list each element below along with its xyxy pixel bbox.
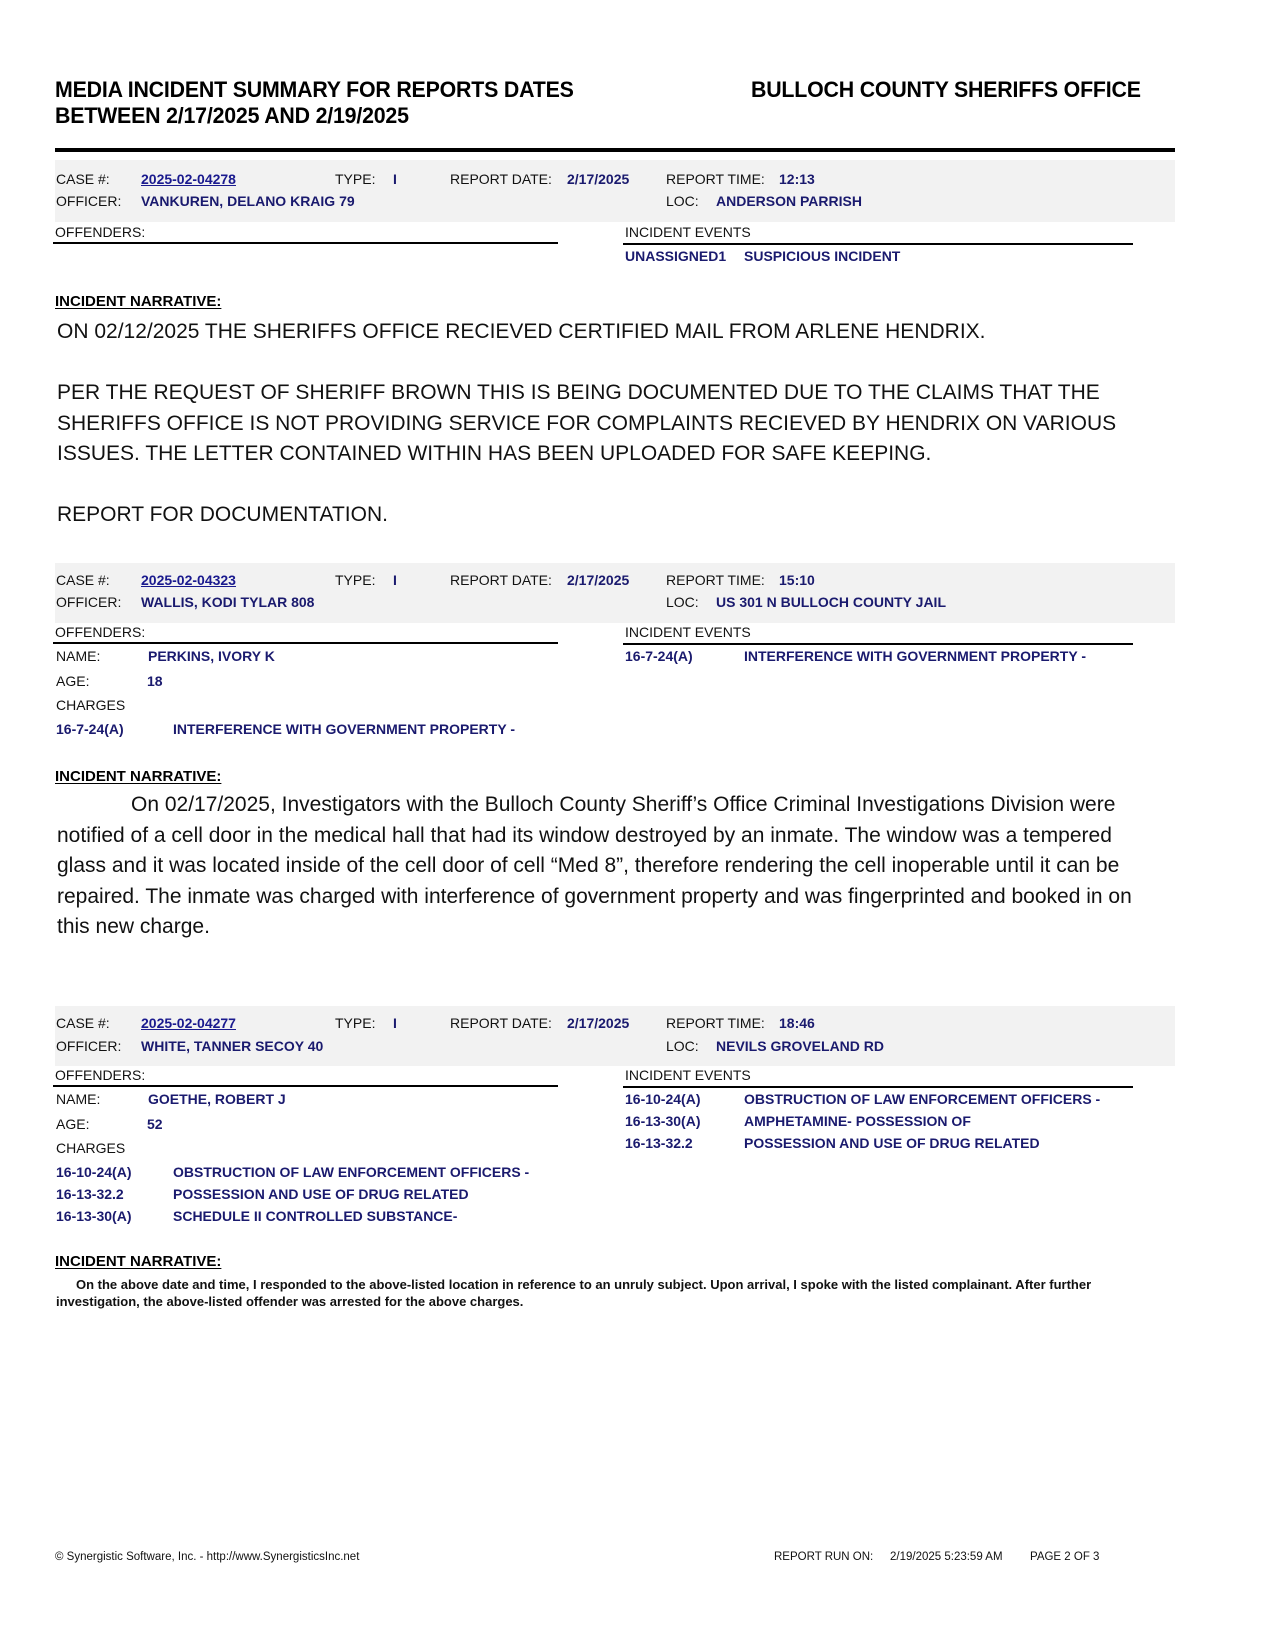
- charge-desc: SCHEDULE II CONTROLLED SUBSTANCE-: [173, 1208, 458, 1224]
- report-time-label: REPORT TIME:: [666, 171, 765, 187]
- offender-name: PERKINS, IVORY K: [148, 648, 275, 664]
- event-desc: INTERFERENCE WITH GOVERNMENT PROPERTY -: [744, 648, 1086, 664]
- report-time-value: 15:10: [779, 572, 815, 588]
- narrative-heading: INCIDENT NARRATIVE:: [55, 1253, 222, 1270]
- report-date-label: REPORT DATE:: [450, 1015, 552, 1031]
- narrative-text: [56, 1276, 1176, 1310]
- charge-code: 16-10-24(A): [56, 1164, 132, 1180]
- narrative-paragraph: PER THE REQUEST OF SHERIFF BROWN THIS IS BEING DOCUMENTED DUE TO THE CLAIMS THAT THE SHERIFFS OFFICE IS NOT PROVIDING SERVICE FOR COMPLAINTS RECIEVED BY HENDRIX ON VARIOUS ISSUES. THE LETTER CONTAINED WITHIN HAS BEEN UPLOADED FOR SAFE KEEPING.: [57, 381, 1117, 465]
- event-code: 16-13-32.2: [625, 1135, 693, 1151]
- narrative-paragraph: On 02/17/2025, Investigators with the Bulloch County Sheriff’s Office Criminal Investigations Division were notified of a cell door in the medical hall that had its window destroyed by an inmate. The window was a tempered glass and it was located inside of the cell door of cell “Med 8”, therefore rendering the cell inoperable until it can be repaired. The inmate was charged with interference of government property and was fingerprinted and booked in on this new charge.: [57, 793, 1132, 938]
- report-run-label: REPORT RUN ON:: [774, 1551, 874, 1563]
- charge-code: 16-7-24(A): [56, 721, 124, 737]
- name-label: NAME:: [56, 1091, 101, 1107]
- event-desc: AMPHETAMINE- POSSESSION OF: [744, 1113, 971, 1129]
- case-label: CASE #:: [56, 572, 110, 588]
- event-code: UNASSIGNED1: [625, 248, 727, 264]
- report-time-value: 18:46: [779, 1015, 815, 1031]
- offender-name: GOETHE, ROBERT J: [148, 1091, 286, 1107]
- event-code: 16-10-24(A): [625, 1091, 701, 1107]
- case-number-link[interactable]: 2025-02-04278: [141, 171, 236, 187]
- loc-value: NEVILS GROVELAND RD: [716, 1038, 885, 1054]
- charge-desc: OBSTRUCTION OF LAW ENFORCEMENT OFFICERS -: [173, 1164, 530, 1180]
- report-date-label: REPORT DATE:: [450, 171, 552, 187]
- case-label: CASE #:: [56, 1015, 110, 1031]
- incident-events-rule: [623, 643, 1133, 645]
- footer-copyright: © Synergistic Software, Inc. - http://www.SynergisticsInc.net: [55, 1551, 360, 1563]
- report-date-value: 2/17/2025: [567, 572, 630, 588]
- officer-value: WALLIS, KODI TYLAR 808: [141, 594, 315, 610]
- type-value: I: [393, 1015, 397, 1031]
- loc-label: LOC:: [666, 594, 699, 610]
- officer-value: WHITE, TANNER SECOY 40: [141, 1038, 324, 1054]
- narrative-heading: INCIDENT NARRATIVE:: [55, 768, 222, 785]
- loc-value: ANDERSON PARRISH: [716, 193, 862, 209]
- event-desc: POSSESSION AND USE OF DRUG RELATED: [744, 1135, 1040, 1151]
- page-number: PAGE 2 OF 3: [1030, 1551, 1100, 1563]
- charge-code: 16-13-32.2: [56, 1186, 124, 1202]
- incident-events-rule: [623, 243, 1133, 245]
- report-time-label: REPORT TIME:: [666, 1015, 765, 1031]
- officer-label: OFFICER:: [56, 594, 122, 610]
- offenders-rule: [53, 242, 558, 244]
- event-desc: OBSTRUCTION OF LAW ENFORCEMENT OFFICERS -: [744, 1091, 1101, 1107]
- age-label: AGE:: [56, 673, 90, 689]
- narrative-text: [57, 317, 1157, 531]
- type-value: I: [393, 171, 397, 187]
- report-title-line2: BETWEEN 2/17/2025 AND 2/19/2025: [55, 103, 409, 128]
- loc-value: US 301 N BULLOCH COUNTY JAIL: [716, 594, 946, 610]
- officer-label: OFFICER:: [56, 1038, 122, 1054]
- report-time-label: REPORT TIME:: [666, 572, 765, 588]
- incident-events-heading: INCIDENT EVENTS: [625, 1067, 751, 1083]
- event-code: 16-7-24(A): [625, 648, 693, 664]
- loc-label: LOC:: [666, 1038, 699, 1054]
- case-number-link[interactable]: 2025-02-04277: [141, 1015, 236, 1031]
- charge-code: 16-13-30(A): [56, 1208, 132, 1224]
- offenders-rule: [53, 642, 558, 644]
- type-label: TYPE:: [335, 572, 376, 588]
- offender-age: 52: [147, 1116, 163, 1132]
- loc-label: LOC:: [666, 193, 699, 209]
- officer-label: OFFICER:: [56, 193, 122, 209]
- report-title-line1: MEDIA INCIDENT SUMMARY FOR REPORTS DATES: [55, 77, 574, 102]
- report-date-value: 2/17/2025: [567, 171, 630, 187]
- age-label: AGE:: [56, 1116, 90, 1132]
- charge-desc: POSSESSION AND USE OF DRUG RELATED: [173, 1186, 469, 1202]
- incident-events-heading: INCIDENT EVENTS: [625, 224, 751, 240]
- narrative-text: [57, 790, 1162, 943]
- narrative-paragraph: ON 02/12/2025 THE SHERIFFS OFFICE RECIEVED CERTIFIED MAIL FROM ARLENE HENDRIX.: [57, 320, 986, 343]
- incident-events-rule: [623, 1086, 1133, 1088]
- type-label: TYPE:: [335, 1015, 376, 1031]
- report-date-value: 2/17/2025: [567, 1015, 630, 1031]
- report-date-label: REPORT DATE:: [450, 572, 552, 588]
- event-desc: SUSPICIOUS INCIDENT: [744, 248, 901, 264]
- narrative-paragraph: On the above date and time, I responded to the above-listed location in reference to an unruly subject. Upon arrival, I spoke with the listed complainant. After further investigation, the above-listed offender was arrested for the above charges.: [56, 1277, 1092, 1309]
- name-label: NAME:: [56, 648, 101, 664]
- charges-heading: CHARGES: [56, 697, 126, 713]
- narrative-paragraph: REPORT FOR DOCUMENTATION.: [57, 503, 388, 526]
- type-value: I: [393, 572, 397, 588]
- incident-events-heading: INCIDENT EVENTS: [625, 624, 751, 640]
- agency-name: BULLOCH COUNTY SHERIFFS OFFICE: [751, 77, 1141, 102]
- report-time-value: 12:13: [779, 171, 815, 187]
- offenders-heading: OFFENDERS:: [55, 1067, 146, 1083]
- offenders-rule: [53, 1085, 558, 1087]
- offender-age: 18: [147, 673, 163, 689]
- case-label: CASE #:: [56, 171, 110, 187]
- header-divider: [55, 148, 1175, 152]
- offenders-heading: OFFENDERS:: [55, 224, 146, 240]
- charge-desc: INTERFERENCE WITH GOVERNMENT PROPERTY -: [173, 721, 515, 737]
- report-run-value: 2/19/2025 5:23:59 AM: [890, 1551, 1003, 1563]
- type-label: TYPE:: [335, 171, 376, 187]
- narrative-heading: INCIDENT NARRATIVE:: [55, 293, 222, 310]
- offenders-heading: OFFENDERS:: [55, 624, 146, 640]
- officer-value: VANKUREN, DELANO KRAIG 79: [141, 193, 355, 209]
- case-number-link[interactable]: 2025-02-04323: [141, 572, 236, 588]
- case-header-bar: [55, 160, 1175, 222]
- charges-heading: CHARGES: [56, 1140, 126, 1156]
- event-code: 16-13-30(A): [625, 1113, 701, 1129]
